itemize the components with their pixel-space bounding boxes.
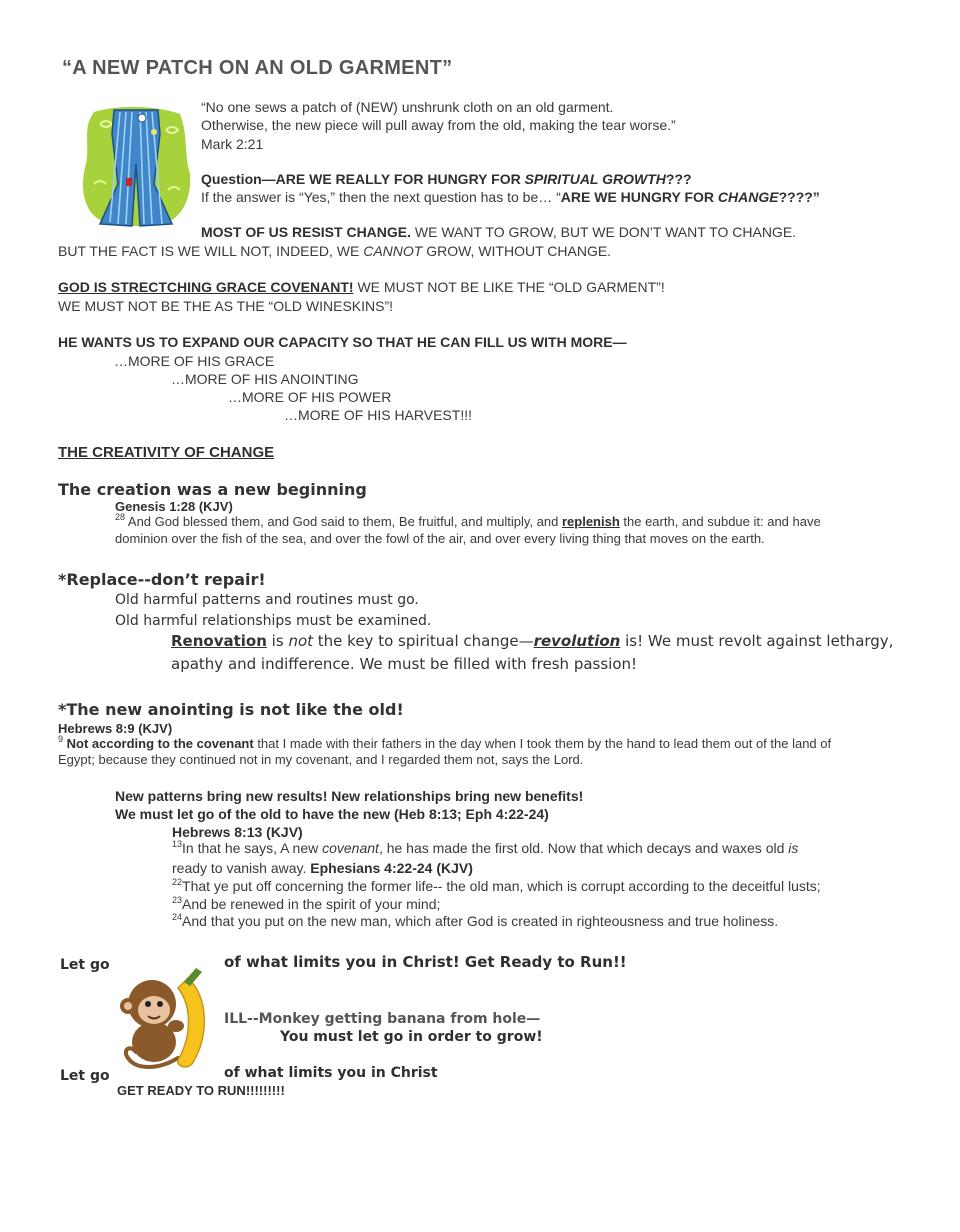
quote-reference: Mark 2:21	[201, 136, 264, 152]
anointing-heading: *The new anointing is not like the old!	[58, 700, 404, 719]
verse-number: 24	[172, 912, 183, 922]
verse-number: 22	[172, 877, 183, 887]
verse-number: 28	[115, 512, 126, 522]
question-end: ???	[665, 171, 692, 187]
question-emphasis: SPIRITUAL GROWTH	[524, 171, 666, 187]
illustration-line-2: You must let go in order to grow!	[280, 1029, 543, 1045]
expand-item: …MORE OF HIS GRACE	[114, 353, 275, 369]
resist-rest: WE WANT TO GROW, BUT WE DON’T WANT TO CHANGE.	[411, 224, 797, 240]
resist-line-2-a: BUT THE FACT IS WE WILL NOT, INDEED, WE	[58, 243, 364, 259]
covenant-word: covenant	[322, 840, 379, 856]
renovation-c: is! We must revolt against lethargy,	[620, 632, 894, 650]
hebrews-8-13-reference: Hebrews 8:13 (KJV)	[172, 824, 303, 840]
verse-number: 23	[172, 895, 183, 905]
get-ready-text: GET READY TO RUN!!!!!!!!!	[117, 1083, 285, 1098]
revolution-word: revolution	[533, 632, 621, 650]
hebrews-8-9-bold: Not according to the covenant	[63, 736, 254, 751]
expand-item: …MORE OF HIS HARVEST!!!	[284, 407, 472, 423]
is-word: is	[788, 840, 799, 856]
question-line-2-end: ????”	[778, 189, 820, 205]
ephesians-reference: Ephesians 4:22-24 (KJV)	[310, 860, 473, 876]
quote-line-1: “No one sews a patch of (NEW) unshrunk cloth on an old garment.	[201, 99, 614, 115]
genesis-verse-line-2: dominion over the fish of the sea, and over the fowl of the air, and over every living thing that moves on the earth.	[115, 531, 765, 546]
hebrews-8-13-a: In that he says, A new	[182, 840, 323, 856]
resist-line-2-emphasis: CANNOT	[363, 243, 423, 259]
replace-line-2: Old harmful relationships must be examined.	[115, 613, 432, 629]
illustration-line-1: ILL--Monkey getting banana from hole—	[224, 1011, 541, 1027]
covenant-rest: WE MUST NOT BE LIKE THE “OLD GARMENT”!	[353, 279, 665, 295]
let-go-text-2: of what limits you in Christ	[224, 1065, 438, 1081]
expand-item: …MORE OF HIS POWER	[228, 389, 392, 405]
ephesians-verse-23	[172, 896, 440, 913]
hebrews-8-9-a: that I made with their fathers in the day when I took them by the hand to lead them out of the land of	[253, 736, 832, 751]
renovation-b: the key to spiritual change—	[313, 632, 534, 650]
question-line-2-b: ARE WE HUNGRY FOR	[560, 189, 718, 205]
hebrews-8-9-line-2: Egypt; because they continued not in my covenant, and I regarded them not, says the Lord.	[58, 752, 584, 767]
hebrews-8-13-line-1	[172, 840, 798, 857]
ephesians-verse-22	[172, 878, 821, 895]
bell-bottom-pants-icon	[80, 104, 192, 230]
let-go-label-1: Let go	[60, 957, 110, 973]
renovation-a: is	[266, 632, 289, 650]
replace-heading: *Replace--don’t repair!	[58, 570, 266, 589]
renovation-line-2: apathy and indifference. We must be filled with fresh passion!	[171, 655, 638, 673]
hebrews-8-9-reference: Hebrews 8:9 (KJV)	[58, 721, 173, 736]
resist-bold: MOST OF US RESIST CHANGE.	[201, 224, 412, 240]
expand-item: …MORE OF HIS ANOINTING	[171, 371, 359, 387]
verse-number: 13	[172, 839, 183, 849]
question-label: Question—ARE WE REALLY FOR HUNGRY FOR	[201, 171, 525, 187]
hebrews-8-13-line-2	[172, 860, 473, 877]
page-title: “A NEW PATCH ON AN OLD GARMENT”	[62, 57, 453, 79]
question-line-2-emphasis: CHANGE	[717, 189, 779, 205]
patterns-line-2: We must let go of the old to have the new (Heb 8:13; Eph 4:22-24)	[115, 806, 549, 822]
let-go-text-1: of what limits you in Christ! Get Ready to Run!!	[224, 953, 627, 971]
covenant-line-2: WE MUST NOT BE THE AS THE “OLD WINESKINS”!	[58, 298, 394, 314]
renovation-not: not	[288, 632, 314, 650]
renovation-line-1	[171, 632, 893, 650]
genesis-verse-a: And God blessed them, and God said to them, Be fruitful, and multiply, and	[125, 514, 562, 529]
genesis-reference: Genesis 1:28 (KJV)	[115, 499, 233, 514]
ephesians-verse-22-text: That ye put off concerning the former life-- the old man, which is corrupt according to the deceitful lusts;	[182, 878, 821, 894]
patterns-line-1: New patterns bring new results! New relationships bring new benefits!	[115, 788, 584, 804]
question-line-1	[201, 171, 692, 188]
verse-number: 9	[58, 734, 64, 744]
genesis-verse-line-1	[115, 514, 821, 530]
replenish-word: replenish	[561, 514, 620, 529]
quote-line-2: Otherwise, the new piece will pull away from the old, making the tear worse.”	[201, 117, 676, 133]
ephesians-verse-24-text: And that you put on the new man, which after God is created in righteousness and true holiness.	[182, 913, 779, 929]
resist-line-2-b: GROW, WITHOUT CHANGE.	[422, 243, 612, 259]
renovation-word: Renovation	[171, 632, 267, 650]
monkey-banana-icon	[118, 966, 214, 1074]
resist-line-1	[201, 224, 796, 241]
covenant-line-1	[58, 279, 665, 296]
hebrews-8-13-line-2-text: ready to vanish away.	[172, 860, 311, 876]
hebrews-8-9-line-1	[58, 736, 831, 752]
question-line-2	[201, 189, 820, 206]
resist-line-2	[58, 243, 611, 260]
ephesians-verse-23-text: And be renewed in the spirit of your mind;	[182, 896, 441, 912]
creation-subheading: The creation was a new beginning	[58, 480, 367, 499]
expand-heading: HE WANTS US TO EXPAND OUR CAPACITY SO THAT HE CAN FILL US WITH MORE—	[58, 334, 627, 350]
hebrews-8-13-b: , he has made the first old. Now that which decays and waxes old	[378, 840, 789, 856]
covenant-bold: GOD IS STRECTCHING GRACE COVENANT!	[58, 279, 354, 295]
replace-line-1: Old harmful patterns and routines must go.	[115, 592, 419, 608]
let-go-label-2: Let go	[60, 1068, 110, 1084]
genesis-verse-b: the earth, and subdue it: and have	[619, 514, 821, 529]
creativity-heading: THE CREATIVITY OF CHANGE	[58, 444, 275, 461]
question-line-2-a: If the answer is “Yes,” then the next question has to be… “	[201, 189, 561, 205]
ephesians-verse-24	[172, 913, 778, 930]
